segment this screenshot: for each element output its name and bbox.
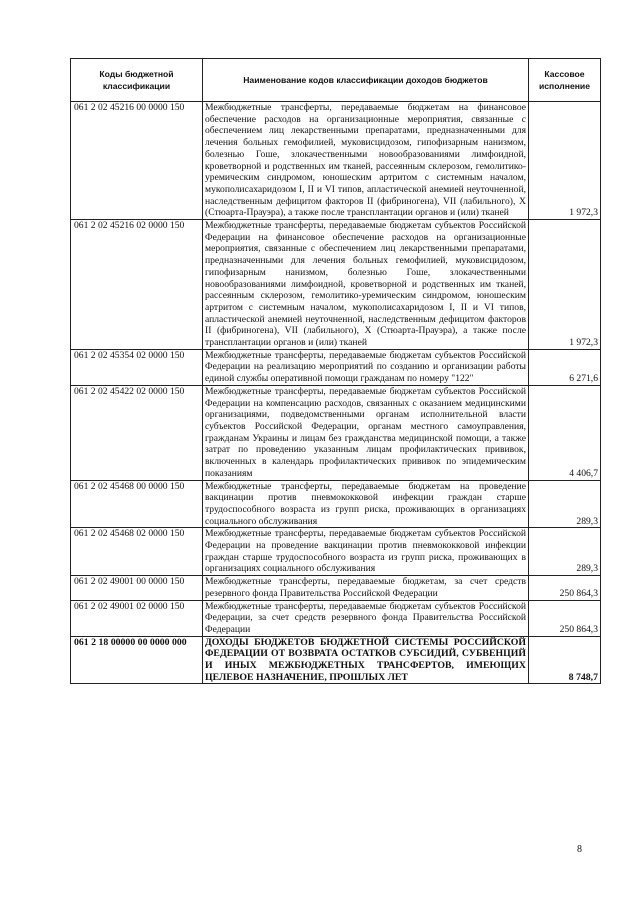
page-number: 8 bbox=[577, 844, 582, 855]
table-row bbox=[71, 385, 601, 480]
row-code: 061 2 02 45468 00 0000 150 bbox=[71, 480, 203, 528]
row-amount: 1 972,3 bbox=[529, 102, 601, 220]
table-row bbox=[71, 349, 601, 385]
row-code: 061 2 02 45216 00 0000 150 bbox=[71, 102, 203, 220]
row-amount: 4 406,7 bbox=[529, 385, 601, 480]
row-name: Межбюджетные трансферты, передаваемые бюджетам субъектов Российской Федерации на реализацию мероприятий по созданию и организации работы единой службы оперативной помощи гражданам по номеру "122" bbox=[203, 349, 529, 385]
row-amount: 250 864,3 bbox=[529, 576, 601, 600]
row-name: Межбюджетные трансферты, передаваемые бюджетам, за счет средств резервного фонда Правительства Российской Федерации bbox=[203, 576, 529, 600]
header-amount: Кассовое исполнение bbox=[529, 59, 601, 102]
row-amount: 289,3 bbox=[529, 480, 601, 528]
header-code: Коды бюджетной классификации bbox=[71, 59, 203, 102]
row-name: Межбюджетные трансферты, передаваемые бюджетам на проведение вакцинации против пневмококковой инфекции граждан старше трудоспособного возраста из групп риска, проживающих в организациях социального обслуживания bbox=[203, 480, 529, 528]
row-code: 061 2 02 49001 02 0000 150 bbox=[71, 600, 203, 636]
revenue-table bbox=[70, 58, 601, 684]
row-code: 061 2 02 45354 02 0000 150 bbox=[71, 349, 203, 385]
row-name: Межбюджетные трансферты, передаваемые бюджетам субъектов Российской Федерации на компенсацию расходов, связанных с оказанием медицинскими организациями, подведомственными органам исполнительной власти субъектов Российской Федерации, органам местного самоуправления, гражданам Украины и лицам без гражданства медицинской помощи, а также затрат по проведению указанным лицам профилактических прививок, включенных в календарь профилактических прививок по эпидемическим показаниям bbox=[203, 385, 529, 480]
row-name: Межбюджетные трансферты, передаваемые бюджетам на финансовое обеспечение расходов на организационные мероприятия, связанные с обеспечением лиц лекарственными препаратами, предназначенными для лечения больных гемофилией, муковисцидозом, гипофизарным нанизмом, болезнью Гоше, злокачественными новообразованиями лимфоидной, кроветворной и родственных им тканей, рассеянным склерозом, гемолитико-уремическим синдромом, юношеским артритом с системным началом, мукополисахаридозом I, II и VI типов, апластической анемией неуточненной, наследственным дефицитом факторов II (фибриногена), VII (лабильного), X (Стюарта-Прауэра), а также после трансплантации органов и (или) тканей bbox=[203, 102, 529, 220]
row-name: ДОХОДЫ БЮДЖЕТОВ БЮДЖЕТНОЙ СИСТЕМЫ РОССИЙСКОЙ ФЕДЕРАЦИИ ОТ ВОЗВРАТА ОСТАТКОВ СУБСИДИЙ, СУБВЕНЦИЙ И ИНЫХ МЕЖБЮДЖЕТНЫХ ТРАНСФЕРТОВ, ИМЕЮЩИХ ЦЕЛЕВОЕ НАЗНАЧЕНИЕ, ПРОШЛЫХ ЛЕТ bbox=[203, 636, 529, 684]
table-row bbox=[71, 576, 601, 600]
row-amount: 250 864,3 bbox=[529, 600, 601, 636]
table-header-row bbox=[71, 59, 601, 102]
row-amount: 6 271,6 bbox=[529, 349, 601, 385]
table-row-total bbox=[71, 636, 601, 684]
row-amount: 8 748,7 bbox=[529, 636, 601, 684]
table-row bbox=[71, 480, 601, 528]
row-code: 061 2 02 45468 02 0000 150 bbox=[71, 528, 203, 576]
row-code: 061 2 02 45216 02 0000 150 bbox=[71, 220, 203, 350]
table-row bbox=[71, 220, 601, 350]
row-code: 061 2 02 45422 02 0000 150 bbox=[71, 385, 203, 480]
row-name: Межбюджетные трансферты, передаваемые бюджетам субъектов Российской Федерации на проведение вакцинации против пневмококковой инфекции граждан старше трудоспособного возраста из групп риска, проживающих в организациях социального обслуживания bbox=[203, 528, 529, 576]
table-body bbox=[71, 102, 601, 684]
row-code: 061 2 18 00000 00 0000 000 bbox=[71, 636, 203, 684]
document-page bbox=[70, 58, 600, 684]
table-row bbox=[71, 528, 601, 576]
row-amount: 289,3 bbox=[529, 528, 601, 576]
row-name: Межбюджетные трансферты, передаваемые бюджетам субъектов Российской Федерации, за счет средств резервного фонда Правительства Российской Федерации bbox=[203, 600, 529, 636]
row-amount: 1 972,3 bbox=[529, 220, 601, 350]
row-name: Межбюджетные трансферты, передаваемые бюджетам субъектов Российской Федерации на финансовое обеспечение расходов на организационные мероприятия, связанные с обеспечением лиц лекарственными препаратами, предназначенными для лечения больных гемофилией, муковисцидозом, гипофизарным нанизмом, болезнью Гоше, злокачественными новообразованиями лимфоидной, кроветворной и родственных им тканей, рассеянным склерозом, гемолитико-уремическим синдромом, юношеским артритом с системным началом, мукополисахаридозом I, II и VI типов, апластической анемией неуточненной, наследственным дефицитом факторов II (фибриногена), VII (лабильного), X (Стюарта-Прауэра), а также после трансплантации органов и (или) тканей bbox=[203, 220, 529, 350]
table-row bbox=[71, 102, 601, 220]
row-code: 061 2 02 49001 00 0000 150 bbox=[71, 576, 203, 600]
header-name: Наименование кодов классификации доходов бюджетов bbox=[203, 59, 529, 102]
table-row bbox=[71, 600, 601, 636]
